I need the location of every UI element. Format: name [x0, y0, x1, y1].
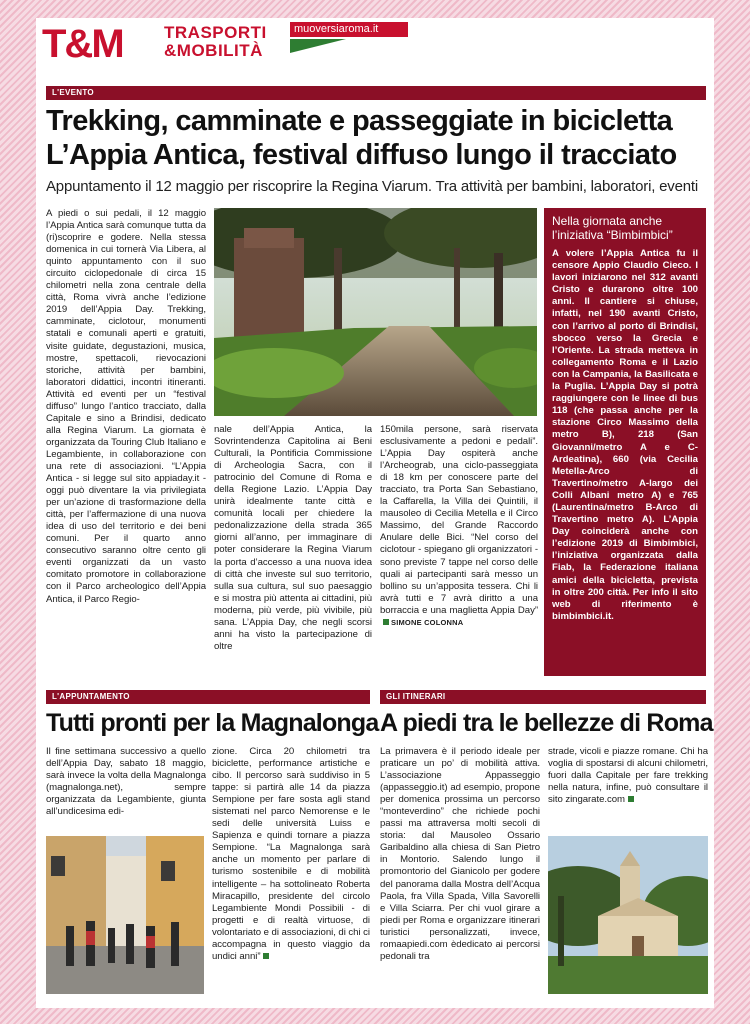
article3-col2-text [548, 746, 708, 806]
headline-line2: L’Appia Antica, festival diffuso lungo il tracciato [46, 139, 677, 171]
sidebar-box [544, 208, 706, 676]
article1-col1-text: A piedi o sui pedali, il 12 maggio l’Appia Antica sarà comunque tutta da (ri)scoprire e godere. Nella stessa domenica in cui tornerà Via Libera, al quinto appuntamento con il suo circuito ciclopedonale di circa 15 chilometri nella zona centrale della città, Roma vivrà anche l’edizione 2019 dell’Appia Day. Trekking, camminate, ciclotour, monumenti statali e comunali aperti e gratuiti, visite guidate, degustazioni, musica, mostre, spettacoli, rievocazioni storiche, attività per bambini, laboratori didattici, incontri itineranti. Attività ed eventi per un “festival diffuso” lungo l’antico tracciato, dalla Capitale e sino a Brindisi, dedicato alla Regina Viarum. La giornata è organizzata da Touring Club Italiano e Legambiente, in collaborazione con una rete di associazioni. “L’Appia Antica - si legge sul sito appiaday.it - oggi può diventare la via privilegiata per un’azione di trasformazione della città, per l’affermazione di una nuova idea di uso del territorio e dei beni comuni. Per il quarto anno consecutivo saranno oltre cento gli eventi organizzati da un vasto comitato promotore in collaborazione con il Parco archeologico dell’Appia Antica, il Parco Regio- [46, 208, 206, 605]
green-square-icon [383, 619, 389, 625]
site-banner[interactable]: muoversiaroma.it [290, 22, 408, 37]
headline-main [46, 104, 710, 172]
logo-line2: &MOBILITÀ [164, 41, 263, 60]
section-bar-appuntamento: L'APPUNTAMENTO [46, 690, 370, 704]
street-crowd-photo [46, 836, 204, 994]
article1-col2-text: nale dell’Appia Antica, la Sovrintendenza Capitolina ai Beni Culturali, la Pontificia Commissione di Archeologia Sacra, con il patrocinio del Comune di Roma e della Regione Lazio. L’Appia Day unirà idealmente tante città e comunità locali per chiedere la pedonalizzazione della strada 365 giorni all’anno, per immaginare di poter considerare la Regina Viarum la porta d’accesso a una nuova idea di città che investe sul suo territorio, sulla sua cultura, sul suo paesaggio e si mostra più attenta ai cittadini, più moderna, più verde, più vivibile, più sana. L’Appia Day, che negli scorsi anni ha visto la partecipazione di oltre [214, 424, 372, 652]
headline-line1: Trekking, camminate e passeggiate in bicicletta [46, 105, 673, 137]
article3-col2-body: strade, vicoli e piazze romane. Chi ha voglia di spostarsi di alcuni chilometri, fuori dalla Capitale per fare trekking nella natura, infine, può consultare il sito zingarate.com [548, 746, 708, 806]
article1-col3-body: 150mila persone, sarà riservata esclusivamente a pedoni e pedali”. L’Appia Day ospiterà anche l’Archeograb, una ciclo-passeggiata di 18 km per conoscere parte del tracciato, tra Porta San Sebastiano, la Caffarella, la Villa dei Quintili, il mausoleo di Cecilia Metella e il Circo Massimo, del Grande Raccordo Anulare delle Bici. “Nel corso del ciclotour - spiegano gli organizzatori - sono previste 7 tappe nel corso delle quali ai partecipanti sarà messo un bollino su un’apposita tessera. Chi li avrà tutti e 7 avrà diritto a una borraccia e una maglietta Appia Day” [380, 424, 538, 616]
sidebar-title-line1: Nella giornata anche [552, 214, 663, 228]
subheadline: Appuntamento il 12 maggio per riscoprire la Regina Viarum. Tra attività per bambini, laboratori, eventi [46, 178, 698, 195]
article2-col2-body: zione. Circa 20 chilometri tra biciclette, performance artistiche e cibo. Il percorso sarà suddiviso in 5 tappe: si partirà alle 14 da piazza Sempione per fare sosta agli stand sistemati nel parco Nemorense e le sedi delle università Luiss e Sapienza e quindi tornare a piazza Sempione. “La Magnalonga sarà anche un momento per parlare di turismo sostenibile e di mobilità intelligente – ha sottolineato Roberta Miracapillo, presidente del circolo Legambiente Mondi Possibili - di progetti e di realtà virtuose, di volontariato e di associazioni, di chi ci accompagna in questo viaggio da undici anni” [212, 746, 370, 962]
article2-col1-text: Il fine settimana successivo a quello dell’Appia Day, sabato 18 maggio, sarà invece la volta della Magnalonga (magnalonga.net), sempre organizzata da Legambiente, giunta all’undicesima edi- [46, 746, 206, 818]
article2-column2 [212, 746, 370, 1006]
logo-wordmark [164, 24, 267, 60]
green-square-icon [628, 796, 634, 802]
logo-line1: TRASPORTI [164, 23, 267, 42]
article1-column3 [380, 424, 538, 678]
article3-column1 [380, 746, 540, 1006]
sidebar-title-line2: l’iniziativa “Bimbimbici” [552, 228, 673, 242]
article2-column1 [46, 746, 206, 830]
green-square-icon [263, 953, 269, 959]
church-gianicolo-photo [548, 836, 708, 994]
headline-magnalonga: Tutti pronti per la Magnalonga [46, 709, 379, 737]
section-bar-itinerari: GLI ITINERARI [380, 690, 706, 704]
site-banner-flag-icon [290, 39, 346, 53]
byline: SIMONE COLONNA [391, 617, 464, 627]
section-bar-evento: L'EVENTO [46, 86, 706, 100]
article1-column1 [46, 208, 206, 678]
newspaper-page [36, 18, 714, 1008]
sidebar-body: A volere l’Appia Antica fu il censore Appio Claudio Cieco. I lavori iniziarono nel 312 avanti Cristo e durarono oltre 100 anni. Il cantiere si chiuse, infatti, nel 190 avanti Cristo, con l’arrivo al porto di Brindisi, sbocco verso la Grecia e l’Oriente. La strada metteva in collegamento Roma e il Lazio con la Campania, la Basilicata e la Puglia. L’Appia Day si potrà raggiungere con le linee di bus 118 (che passa anche per la stazione Circo Massimo della metro B), 218 (San Giovanni/metro A e C-Ardeatina), 660 (via Cecilia Metella-Arco di Travertino/metro A-largo dei Colli Albani metro A) e 765 (Laurentina/metro B-Arco di Travertino metro A). L’Appia Day coinciderà anche con l’edizione 2019 di Bimbimbici, l’iniziativa organizzata dalla Fiab, la Federazione italiana amici della bicicletta, prevista in oltre 200 città. Per info il sito web di riferimento è bimbimbici.it. [552, 248, 698, 622]
appia-antica-road-photo [214, 208, 537, 416]
logo-tm: T&M [42, 22, 123, 66]
headline-a-piedi: A piedi tra le bellezze di Roma [380, 709, 713, 737]
article3-column2 [548, 746, 708, 830]
article2-col2-text [212, 746, 370, 963]
article1-column2 [214, 424, 372, 678]
article3-col1-text: La primavera è il periodo ideale per praticare un po’ di mobilità attiva. L’associazione Appasseggio (appasseggio.it) ad esempio, propone per domenica prossima un percorso “monteverdino” che richiede pochi passi ma attraversa molti secoli di storia: dal Mausoleo Ossario Garibaldino alla chiesa di San Pietro in Montorio. Salendo lungo il promontorio del Gianicolo per godere del panorama dalla Mostra dell’Acqua Paola, fra Villa Spada, Villa Savorelli e Villa Sciarra. Per chi vuol girare a piedi per Roma e organizzare itinerari turistici personalizzati, invece, romaapiedi.com èdedicato ai percorsi pedonali tra [380, 746, 540, 962]
sidebar-title [552, 214, 698, 242]
article1-col3-text [380, 424, 538, 629]
